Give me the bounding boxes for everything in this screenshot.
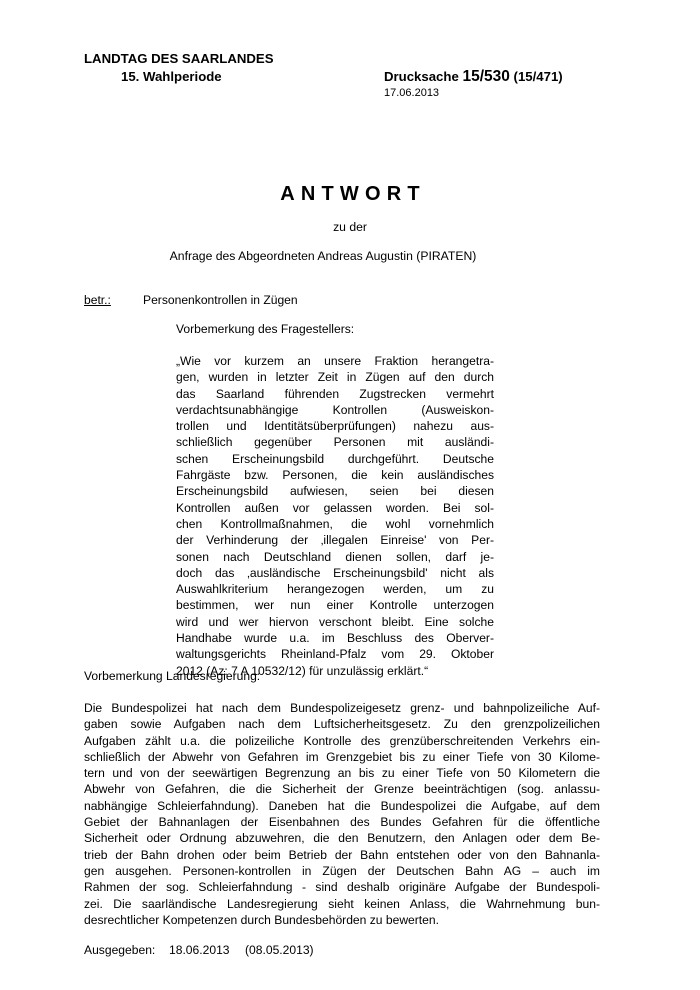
text-line: das Saarland führenden Zugstrecken vermehrt <box>176 386 494 401</box>
text-line: desrechtlicher Kompetenzen durch Bundesbehörden zu bewerten. <box>84 912 439 927</box>
text-line: wird und wer hiervon verschont bleibt. Eine solche <box>176 614 494 629</box>
text-line: trollen und Identitätsüberprüfungen) nahezu aus- <box>176 419 494 434</box>
parliament-name: LANDTAG DES SAARLANDES <box>84 51 274 66</box>
text-line: „Wie vor kurzem an unsere Fraktion herangetra- <box>176 354 494 368</box>
text-line: chen Kontrollmaßnahmen, die wohl vornehmlich <box>176 516 494 531</box>
questioner-remark-heading: Vorbemerkung des Fragestellers: <box>176 322 355 336</box>
text-line: Sicherheit oder Ordnung abzuwehren, die den Benutzern, den Anlagen oder dem Be- <box>84 831 600 846</box>
issued-label: Ausgegeben: <box>84 943 156 957</box>
government-remark-heading: Vorbemerkung Landesregierung: <box>84 669 261 683</box>
text-line: der Verhinderung der ‚illegalen Einreise' von Per- <box>176 533 494 548</box>
text-line: verdachtsunabhängige Kontrollen (Ausweiskon- <box>176 402 494 417</box>
text-line: Rahmen der sog. Schleierfahndung - sind deshalb originäre Aufgabe der Bundespoli- <box>84 880 600 895</box>
issued-date: 18.06.2013 <box>169 943 230 957</box>
drucksache-reference <box>384 69 563 85</box>
text-line: bestimmen, wer nun einer Kontrolle unterzogen <box>176 598 494 613</box>
text-line: Handhabe wurde u.a. im Beschluss des Oberver- <box>176 631 494 646</box>
subject-text: Personenkontrollen in Zügen <box>143 293 298 307</box>
text-line: zei. Die saarländische Landesregierung sieht keinen Anlass, die Wahrnehmung bun- <box>84 896 600 911</box>
questioner-remark-text <box>176 353 494 679</box>
text-line: Fahrgäste bzw. Personen, die kein ausländisches <box>176 468 494 483</box>
text-line: trieb der Bahn drohen oder beim Betrieb der Bahn entstehen oder von den Bahnanla- <box>84 847 600 862</box>
text-line: nabhängige Schleierfahndung). Daneben hat die Bundespolizei die Aufgabe, auf dem <box>84 798 600 813</box>
drucksache-label: Drucksache <box>384 69 459 84</box>
text-line: Aufgaben zählt u.a. die polizeiliche Kontrolle des grenzüberschreitenden Verkehrs ein- <box>84 733 600 748</box>
drucksache-number: 15/530 <box>462 68 510 85</box>
subject-label <box>84 292 111 308</box>
subject-label-text: betr.: <box>84 293 111 307</box>
legislative-period: 15. Wahlperiode <box>121 69 222 84</box>
text-line: Die Bundespolizei hat nach dem Bundespolizeigesetz grenz- und bahnpolizeiliche Auf- <box>84 701 600 715</box>
text-line: 2012 (Az: 7 A 10532/12) für unzulässig erklärt.“ <box>176 663 429 678</box>
document-title: ANTWORT <box>280 183 426 205</box>
text-line: gen, wurden in letzter Zeit in Zügen auf den durch <box>176 370 494 385</box>
text-line: tern und von der seewärtigen Begrenzung an bis zu einer Tiefe von 50 Kilometern die <box>84 766 600 781</box>
text-line: sonen nach Deutschland dienen sollen, darf je- <box>176 549 494 564</box>
document-date: 17.06.2013 <box>384 87 440 99</box>
issued-original-date: (08.05.2013) <box>245 943 314 957</box>
text-line: schließlich gegenüber Personen mit ausländi- <box>176 435 494 450</box>
inquiry-line: Anfrage des Abgeordneten Andreas Augustin (PIRATEN) <box>169 249 477 263</box>
text-line: gaben sowie Aufgaben nach dem Luftsicherheitsgesetz. Zu den grenzpolizeilichen <box>84 717 600 732</box>
text-line: schen Erscheinungsbild durchgeführt. Deutsche <box>176 451 494 466</box>
text-line: doch das ‚ausländische Erscheinungsbild' nicht als <box>176 565 494 580</box>
drucksache-old-number: (15/471) <box>513 69 563 84</box>
text-line: waltungsgerichts Rheinland-Pfalz vom 29. Oktober <box>176 647 494 662</box>
text-line: Kontrollen außen vor gelassen worden. Bei sol- <box>176 500 494 515</box>
text-line: schließlich der Abwehr von Gefahren im Grenzgebiet bis zu einer Tiefe von 30 Kilome- <box>84 749 600 764</box>
text-line: gen ausgehen. Personen-kontrollen in Zügen der Deutschen Bahn AG – auch im <box>84 863 600 878</box>
document-subtitle: zu der <box>333 220 367 234</box>
government-remark-text <box>84 700 600 928</box>
text-line: Erscheinungsbild aufwiesen, seien bei diesen <box>176 484 494 499</box>
text-line: Abwehr von Gefahren, die die Sicherheit der Grenze beeinträchtigen (sog. anlassu- <box>84 782 600 797</box>
text-line: Auswahlkriterium herangezogen werden, um zu <box>176 582 494 597</box>
text-line: Gebiet der Bahnanlagen der Eisenbahnen des Bundes Gefahren für die öffentliche <box>84 815 600 830</box>
